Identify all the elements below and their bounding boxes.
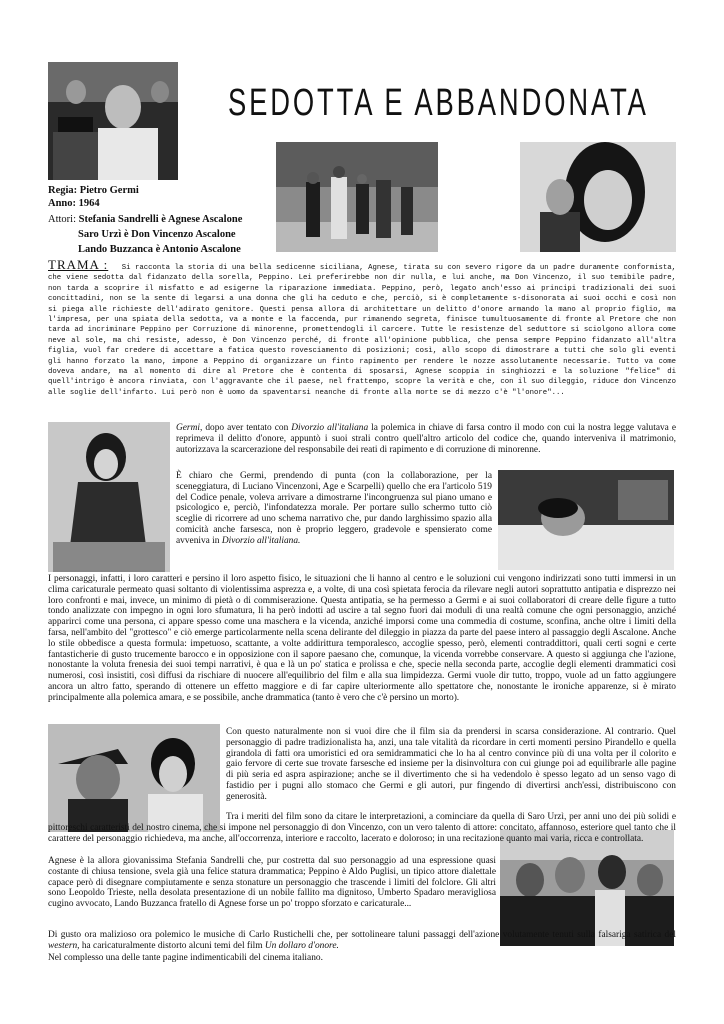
- p7-western: western,: [48, 940, 80, 951]
- regia-value: Pietro Germi: [79, 185, 139, 196]
- p5-text: Tra i meriti del film sono da citare le interpretazioni, a cominciare da quella di Saro Urzì, per anni uno dei più solidi e pittoreschi caratteristi del nostro cinema, che si impone nel personaggio di don Vincenzo, con un vero talento di attore: concitato, affannoso, esteriore quel tanto che il carattere del personaggio richiedeva, ma anche, all'occorrenza, interiore e raccolto, lacerato e doloroso; in una recitazione quanto mai varia, ricca e controllata.: [48, 812, 676, 844]
- director-photo: [48, 62, 178, 180]
- attori-label: Attori:: [48, 214, 76, 225]
- p8-text: Nel complesso una delle tante pagine indimenticabili del cinema italiano.: [48, 953, 323, 963]
- paragraph-7: [48, 930, 676, 952]
- paragraph-8: [48, 953, 676, 964]
- p1-text-a: , dopo aver tentato con: [199, 423, 292, 433]
- agnese-portrait-photo: [520, 142, 676, 252]
- p1-text-b: la polemica in chiave di farsa contro il modo con cui la nostra legge valutava e reprimeva il delitto d'onore, appuntò i suoi strali contro quell'altro articolo del codice che, quando interveniva il matrimonio, autorizzava la scarcerazione del responsabile dei reati di rapimento e di corruzione di minorenne.: [176, 423, 676, 455]
- anno-label: Anno:: [48, 198, 77, 209]
- p3-text: I personaggi, infatti, i loro caratteri e persino il loro aspetto fisico, le situazioni che li hanno al centro e le soluzioni cui vengono indirizzati sono tutti immersi in un clima caricaturale permeato quasi soltanto di violentissima asprezza e, a volte, di una così spietata ferocia da rilevare negli autori soprattutto antipatia e disprezzo nei loro confronti e mai, invece, un minimo di pietà o di commiserazione. Questa antipatia, se ha permesso a Germi e ai suoi collaboratori di creare delle figure a tutto tondo analizzate con impegno in ogni loro sfumatura, li ha però indotti ad uscire a tal segno fuori dai moduli di una realtà comune che ogni personaggio, anziché apparirci come una persona, ci appare spesso come una maschera e la vicenda, anziché imporsi come una commedia di costume, sconfina, anche oltre i limiti della farsa, nell'ambito del "grottesco" e ciò emerge particolarmente nella scena delirante del dileggio in piazza da parte del paese intero al passaggio degli Ascalone. Anche lo stile obbedisce a questa formula: impetuoso, scattante, a volte addirittura temporalesco, accoglie spesso, però, elementi contraddittori, quali certi sogni e certe fantasticherie di gusto trucemente barocco e in opposizione con il sapore paesano che, comunque, la vicenda vorrebbe conservare. A questo si aggiunga che l'azione, nonostante la voluta frenesia dei suoi tempi narrativi, è qua e là un po' statica e prolissa e che, specie nella seconda parte, accoglie degli elementi drammatici così numerosi, così insistiti, così diffusi da rischiare di nuocere all'equilibrio del film e alla sua limpidezza. Germi vuole dir tutto, troppo, vuole ad un fatto aggiungere ancora un altro fatto, sperando di ottenere un effetto maggiore e di far capire ulteriormente allo spettatore che, nonostante le ironiche apparenze, si è mirato principalmente alla polemica amara, e se possibile, anche drammatica (tanto è vero che c'è persino un morto).: [48, 574, 676, 703]
- trama-section: [48, 257, 676, 398]
- p2-film-title: Divorzio all'italiana.: [221, 535, 301, 546]
- anno-value: 1964: [78, 198, 100, 209]
- paragraph-5: [48, 812, 676, 844]
- trama-label: TRAMA :: [48, 257, 109, 272]
- actor-line: Lando Buzzanca è Antonio Ascalone: [78, 244, 241, 255]
- p2-text: È chiaro che Germi, prendendo di punta (con la collaborazione, per la sceneggiatura, di Luciano Vincenzoni, Age e Scarpelli) quello che era l'articolo 519 del Codice penale, voleva arrivare a dimostrarne l'incongruenza sul piano umano e psicologico e, perciò, l'infondatezza morale. Per portare sullo schermo tutto ciò sceglie di ricorrere ad uno schema narrativo che, pur dando larghissimo spazio alla comicità anche farsesca, non è proprio leggero, gradevole e spensierato come avveniva in: [176, 471, 492, 546]
- page-title: SEDOTTA E ABBANDONATA: [228, 82, 649, 124]
- actors-block: [48, 212, 278, 257]
- p7-text-b: ha caricaturalmente distorto alcuni temi del film: [79, 940, 265, 951]
- credit-anno: [48, 197, 100, 210]
- p1-film-title: Divorzio all'italiana: [291, 423, 369, 433]
- p6-text: Agnese è la allora giovanissima Stefania Sandrelli che, pur costretta dal suo personaggio ad una espressione quasi costante di chiusa tensione, svela già una felice statura drammatica; Peppino è Aldo Puglisi, un tipico attore dialettale capace però di disegnare compiutamente e senza stonature un personaggio che trascende i limiti del folclore. Gli altri sono Leopoldo Trieste, nella desolata presentazione di un nobile fallito ma dignitoso, Umberto Spadaro meravigliosa cugino avvocato, Lando Buzzanca fratello di Agnese forse un po' troppo sforzato e caricaturale...: [48, 856, 496, 910]
- trama-text: Si racconta la storia di una bella sedicenne siciliana, Agnese, tirata su con severo rigore da un padre duramente conformista, che viene sedotta dal fidanzato della sorella, Peppino. Lei preferirebbe non dir nulla, e lui anche, ma Don Vincenzo, il suo temibile padre, non tarda a scoprire il misfatto e ad esigerne la riparazione immediata. Peppino, però, legato anch'esso ai principi tradizionali dei suoi concittadini, non se la sente di legarsi a una donna che gli ha ceduto e che, perciò, si è completamente s-disonorata ai suoi occhi e così non si piega alle richieste dell'adirato genitore. Questi pensa allora di architettare un delitto d'onore armando la mano al proprio figlio, ma l'impresa, per una spiata della sedotta, va a monte e la faccenda, pur rimanendo segreta, finisce tumultuosamente di fronte al Pretore che non tarda ad incriminare Peppino per Corruzione di minorenne, promettendogli il carcere. Tutte le resistenze del seduttore si sciolgono allora come neve al sole, ma chi resiste, adesso, è Don Vincenzo perché, di fronte all'opinione pubblica, che pensa sempre Peppino fidanzato all'altra figlia, vuol far credere di accettare a fatica questo rovesciamento di posizioni; così, allo scopo di dimostrare a tutti che solo gli eventi gli hanno forzato la mano, impone a Peppino di organizzare un finto rapimento per rendere le nozze assolutamente necessarie. Tutto va come doveva andare, ma al momento di dire al Pretore che è contenta di sposarsi, Agnese scoppia in singhiozzi e la soluzione "felice" di quell'intrigo è ancora rinviata, con l'aggravante che il paese, nel frattempo, scopre la verità e che, con il suo dileggio, riduce don Vincenzo alle soglie dell'infarto. Lui però non è uomo da spaventarsi neanche di fronte alla morte se di mezzo c'è "l'onore"...: [48, 264, 676, 397]
- hospital-bed-photo: [498, 470, 674, 570]
- p7-text-a: Di gusto ora malizioso ora polemico le musiche di Carlo Rustichelli che, per sottolineare taluni passaggi dell'azione volutamente tenuti sulla falsariga satirica del: [48, 930, 676, 940]
- actor-line: Stefania Sandrelli è Agnese Ascalone: [78, 214, 243, 225]
- paragraph-6: [48, 856, 496, 910]
- agnese-seated-photo: [48, 422, 170, 572]
- paragraph-3: [48, 574, 676, 704]
- street-scene-photo: [276, 142, 438, 252]
- credit-regia: [48, 184, 139, 197]
- actor-line: Saro Urzì è Don Vincenzo Ascalone: [78, 229, 236, 240]
- p7-film-title: Un dollaro d'onore.: [264, 940, 339, 951]
- regia-label: Regia:: [48, 185, 78, 196]
- paragraph-2: [176, 471, 492, 547]
- p1-germi: Germi: [176, 423, 200, 433]
- paragraph-4: [226, 727, 676, 803]
- paragraph-1: [176, 423, 676, 455]
- p4-text: Con questo naturalmente non si vuoi dire che il film sia da prendersi in scarsa considerazione. Al contrario. Quel personaggio di padre tradizionalista ha, anzi, una tale vitalità da ricordare in certi momenti persino Pirandello e quella girandola di fatti ora umoristici ed ora semidrammatici che lo ha al centro convince più di una volta per il colorito e gaio fervore di certe sue trovate farsesche ed insieme per la disinvoltura con cui giunge poi ad equilibrarle alle pagine di più seria ed aspra aspirazione; anche se il divertimento che si ha vedendolo è spesso legato ad un senso vago di fastidio per i pugni allo stomaco che Germi e gli autori, pur fingendo di divertirsi anch'essi, distribuiscono con generosità.: [226, 727, 676, 802]
- group-scene-photo: [500, 830, 674, 946]
